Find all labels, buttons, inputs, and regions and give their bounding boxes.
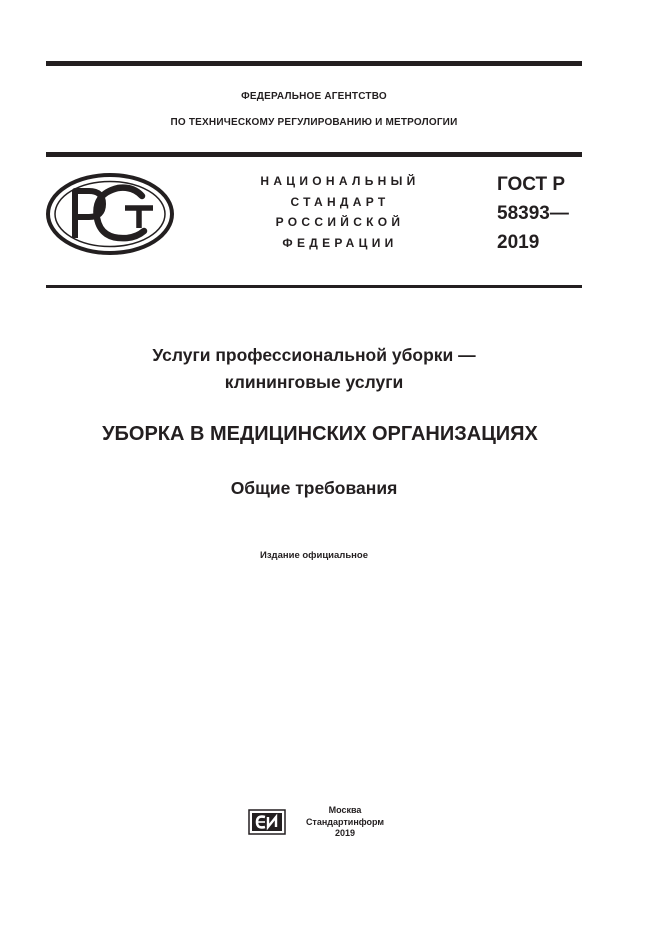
publisher-year: 2019 [334, 828, 356, 838]
standard-type-line-3: РОССИЙСКОЙ [275, 215, 405, 229]
designation-line-3: 2019 [497, 232, 540, 253]
designation-line-2: 58393— [497, 203, 569, 224]
title-line-2: клининговые услуги [224, 372, 404, 392]
rst-emblem-icon [45, 172, 175, 256]
agency-line-1: ФЕДЕРАЛЬНОЕ АГЕНТСТВО [241, 91, 387, 102]
publisher-name: Стандартинформ [305, 816, 385, 827]
standard-type-line-2: СТАНДАРТ [290, 194, 390, 209]
middle-rule [46, 152, 582, 157]
agency-line-2: ПО ТЕХНИЧЕСКОМУ РЕГУЛИРОВАНИЮ И МЕТРОЛОГИИ [170, 117, 458, 128]
document-subject: УБОРКА В МЕДИЦИНСКИХ ОРГАНИЗАЦИЯХ [102, 423, 538, 445]
publisher-block [305, 805, 385, 840]
document-part: Общие требования [230, 478, 398, 498]
edition-label: Издание официальное [260, 550, 368, 561]
standard-type-block [250, 171, 430, 253]
standard-designation [497, 170, 569, 257]
top-rule [46, 61, 582, 66]
bottom-rule [46, 285, 582, 288]
publisher-city: Москва [328, 805, 362, 815]
document-title [46, 342, 582, 396]
title-line-1: Услуги профессиональной уборки — [152, 345, 476, 365]
standard-type-line-1: НАЦИОНАЛЬНЫЙ [260, 174, 420, 188]
designation-line-1: ГОСТ Р [497, 174, 566, 195]
standartinform-logo-icon [248, 809, 286, 835]
standard-type-line-4: ФЕДЕРАЦИИ [282, 235, 398, 250]
